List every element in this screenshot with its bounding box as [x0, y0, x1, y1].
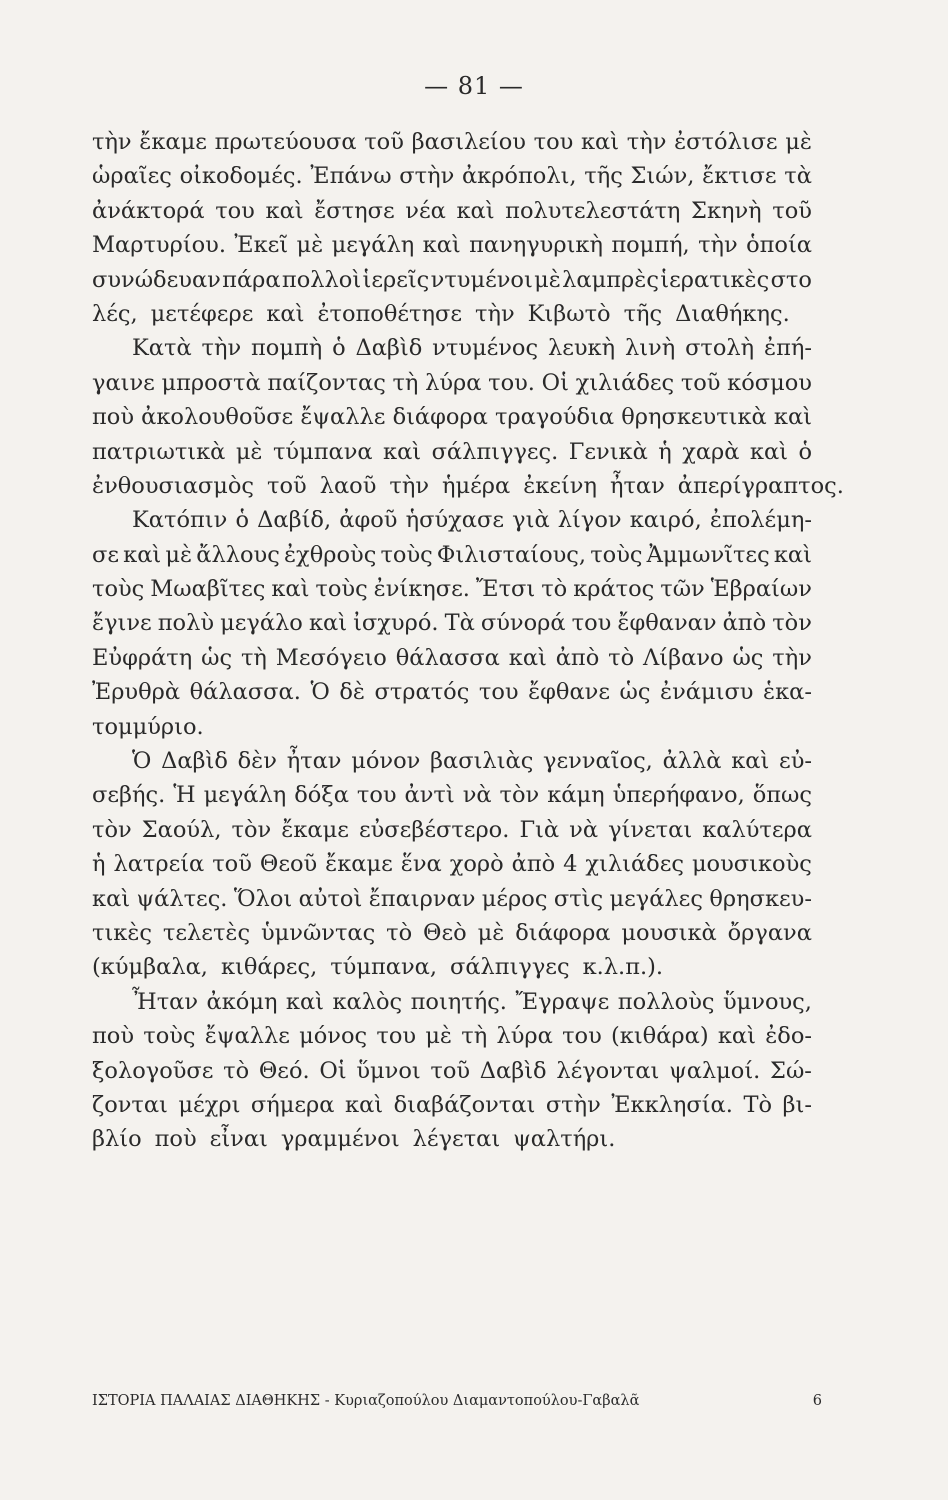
body-text: [92, 125, 844, 1157]
footer-signature: 6: [812, 1393, 822, 1409]
text-line: Εὐφράτη ὡς τὴ Μεσόγειο θάλασσα καὶ ἀπὸ τὸ Λίβανο ὡς τὴν: [92, 644, 812, 671]
text-line: γαινε μπροστὰ παίζοντας τὴ λύρα του. Οἱ χιλιάδες τοῦ κόσμου: [92, 369, 812, 396]
text-line: τομμύριο.: [92, 713, 204, 740]
text-line: ζονται μέχρι σήμερα καὶ διαβάζονται στὴν Ἐκκλησία. Τὸ βι-: [92, 1091, 812, 1118]
text-line: τὴν ἔκαμε πρωτεύουσα τοῦ βασιλείου του καὶ τὴν ἐστόλισε μὲ: [92, 129, 812, 155]
text-line: Κατόπιν ὁ Δαβίδ, ἀφοῦ ἡσύχασε γιὰ λίγον καιρό, ἐπολέμη-: [132, 507, 812, 534]
footer: [92, 1393, 822, 1409]
text-line: Ὁ Δαβὶδ δὲν ἦταν μόνον βασιλιὰς γενναῖος, ἀλλὰ καὶ εὐ-: [132, 748, 812, 775]
text-line: τὸν Σαούλ, τὸν ἔκαμε εὐσεβέστερο. Γιὰ νὰ γίνεται καλύτερα: [92, 816, 812, 843]
text-line: ξολογοῦσε τὸ Θεό. Οἱ ὕμνοι τοῦ Δαβὶδ λέγονται ψαλμοί. Σώ-: [92, 1057, 812, 1084]
text-line: ἔγινε πολὺ μεγάλο καὶ ἰσχυρό. Τὰ σύνορά του ἔφθαναν ἀπὸ τὸν: [92, 610, 812, 637]
text-line: Ἐρυθρὰ θάλασσα. Ὁ δὲ στρατός του ἔφθανε ὡς ἐνάμισυ ἑκα-: [92, 679, 812, 706]
text-line: ἡ λατρεία τοῦ Θεοῦ ἔκαμε ἕνα χορὸ ἀπὸ 4 χιλιάδες μουσικοὺς: [92, 851, 812, 878]
text-line: Κατὰ τὴν πομπὴ ὁ Δαβὶδ ντυμένος λευκὴ λινὴ στολὴ ἐπή-: [132, 335, 812, 362]
text-line: βλίο ποὺ εἶναι γραμμένοι λέγεται ψαλτήρι.: [92, 1126, 616, 1153]
text-line: ἀνάκτορά του καὶ ἔστησε νέα καὶ πολυτελεστάτη Σκηνὴ τοῦ: [92, 197, 812, 224]
text-line: πατριωτικὰ μὲ τύμπανα καὶ σάλπιγγες. Γενικὰ ἡ χαρὰ καὶ ὁ: [92, 438, 812, 465]
text-line: σεβής. Ἡ μεγάλη δόξα του ἀντὶ νὰ τὸν κάμη ὑπερήφανο, ὅπως: [92, 782, 812, 809]
text-line: συνώδευαν πάρα πολλοὶ ἱερεῖς ντυμένοι μὲ λαμπρὲς ἱερατικὲς στο: [92, 266, 812, 293]
text-line: (κύμβαλα, κιθάρες, τύμπανα, σάλπιγγες κ.λ.π.).: [92, 954, 664, 981]
text-line: Ἦταν ἀκόμη καὶ καλὸς ποιητής. Ἔγραψε πολλοὺς ὕμνους,: [132, 988, 812, 1015]
page-number: — 81 —: [424, 72, 524, 100]
footer-title: ΙΣΤΟΡΙΑ ΠΑΛΑΙΑΣ ΔΙΑΘΗΚΗΣ - Κυριαζοπούλου Διαμαντοπούλου-Γαβαλᾶ: [92, 1393, 640, 1409]
text-line: ποὺ ἀκολουθοῦσε ἔψαλλε διάφορα τραγούδια θρησκευτικὰ καὶ: [92, 404, 812, 431]
text-line: λές, μετέφερε καὶ ἐτοποθέτησε τὴν Κιβωτὸ τῆς Διαθήκης.: [92, 300, 790, 327]
text-line: σε καὶ μὲ ἄλλους ἐχθροὺς τοὺς Φιλισταίους, τοὺς Ἀμμωνῖτες καὶ: [92, 541, 812, 568]
text-line: τοὺς Μωαβῖτες καὶ τοὺς ἐνίκησε. Ἔτσι τὸ κράτος τῶν Ἑβραίων: [92, 576, 812, 603]
text-line: καὶ ψάλτες. Ὅλοι αὐτοὶ ἔπαιρναν μέρος στὶς μεγάλες θρησκευ-: [92, 885, 812, 912]
text-line: ποὺ τοὺς ἔψαλλε μόνος του μὲ τὴ λύρα του (κιθάρα) καὶ ἐδο-: [92, 1023, 812, 1050]
text-line: ὡραῖες οἰκοδομές. Ἐπάνω στὴν ἀκρόπολι, τῆς Σιών, ἔκτισε τὰ: [92, 163, 812, 190]
text-line: Μαρτυρίου. Ἐκεῖ μὲ μεγάλη καὶ πανηγυρικὴ πομπή, τὴν ὁποία: [92, 232, 812, 259]
text-line: τικὲς τελετὲς ὑμνῶντας τὸ Θεὸ μὲ διάφορα μουσικὰ ὄργανα: [92, 919, 812, 946]
text-line: ἐνθουσιασμὸς τοῦ λαοῦ τὴν ἡμέρα ἐκείνη ἦταν ἀπερίγραπτος.: [92, 472, 844, 499]
